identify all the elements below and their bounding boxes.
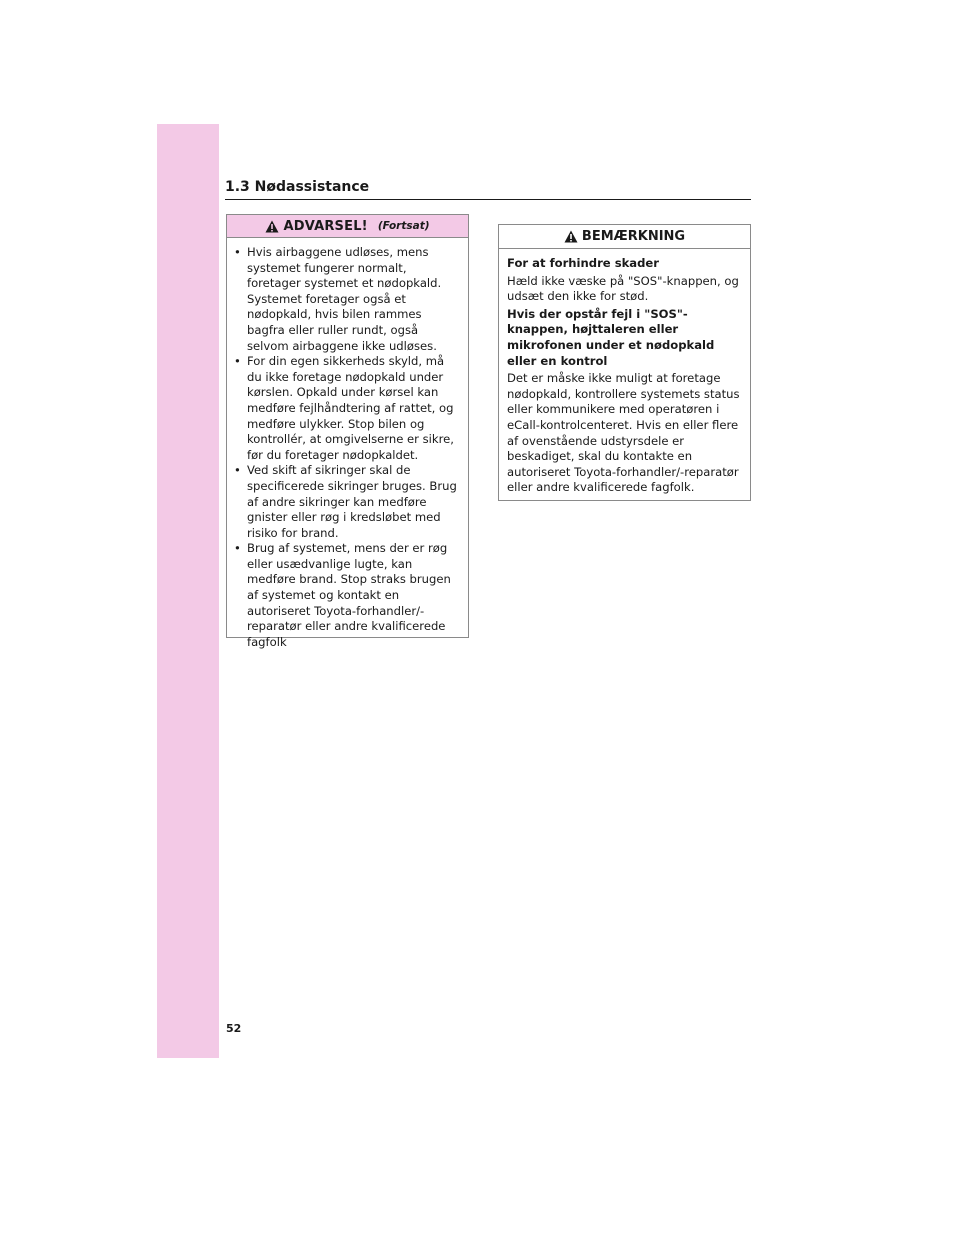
list-item-text: Ved skift af sikringer skal de specificerede sikringer bruges. Brug af andre sikringer kan medføre gnister eller røg i kredsløbet med risiko for brand. — [247, 463, 457, 540]
section-title: 1.3 Nødassistance — [225, 179, 751, 200]
list-item-text: For din egen sikkerheds skyld, må du ikke foretage nødopkald under kørslen. Opkald under kørsel kan medføre fejlhåndtering af rattet, og medføre ulykker. Stop bilen og kontrollér, at omgivelserne er sikre, før du foretager nødopkaldet. — [247, 354, 454, 462]
list-item-text: Brug af systemet, mens der er røg eller usædvanlige lugte, kan medføre brand. Stop straks brugen af systemet og kontakt en autoriseret Toyota-forhandler/-reparatør eller andre kvalificerede fagfolk — [247, 541, 451, 649]
page-number: 52 — [226, 1022, 242, 1035]
note-subheading: Hvis der opstår fejl i "SOS"-knappen, højttaleren eller mikrofonen under et nødopkald eller en kontrol — [507, 306, 715, 368]
list-item — [233, 354, 462, 463]
warning-continued-label: (Fortsat) — [377, 220, 430, 232]
note-body — [499, 249, 750, 496]
note-paragraph: Hæld ikke væske på "SOS"-knappen, og udsæt den ikke for stød. — [507, 273, 739, 304]
note-paragraph: Det er måske ikke muligt at foretage nødopkald, kontrollere systemets status eller kommunikere med operatøren i eCall-kontrolcenteret. Hvis en eller flere af ovenstående udstyrsdele er beskadiget, skal du kontakte en autoriseret Toyota-forhandler/-reparatør eller andre kvalificerede fagfolk. — [507, 371, 740, 495]
bullet-glyph: • — [234, 541, 241, 556]
warning-header — [227, 215, 468, 238]
warning-list — [227, 238, 468, 650]
note-box — [498, 224, 751, 501]
list-item — [233, 245, 462, 354]
list-item-text: Hvis airbaggene udløses, mens systemet fungerer normalt, foretager systemet et nødopkald. Systemet foretager også et nødopkald, hvis bilen rammes bagfra eller ruller rundt, også selvom airbaggene ikke udløses. — [247, 245, 442, 353]
warning-triangle-icon — [265, 220, 279, 233]
list-item — [233, 541, 462, 650]
warning-title: ADVARSEL! — [283, 218, 368, 234]
note-subheading: For at forhindre skader — [507, 256, 660, 270]
note-title: BEMÆRKNING — [581, 229, 686, 244]
bullet-glyph: • — [234, 463, 241, 478]
note-header — [499, 225, 750, 249]
bullet-glyph: • — [234, 354, 241, 369]
chapter-side-tab — [157, 124, 219, 1058]
warning-triangle-icon — [564, 230, 578, 243]
list-item — [233, 463, 462, 541]
warning-box — [226, 214, 469, 649]
bullet-glyph: • — [234, 245, 241, 259]
